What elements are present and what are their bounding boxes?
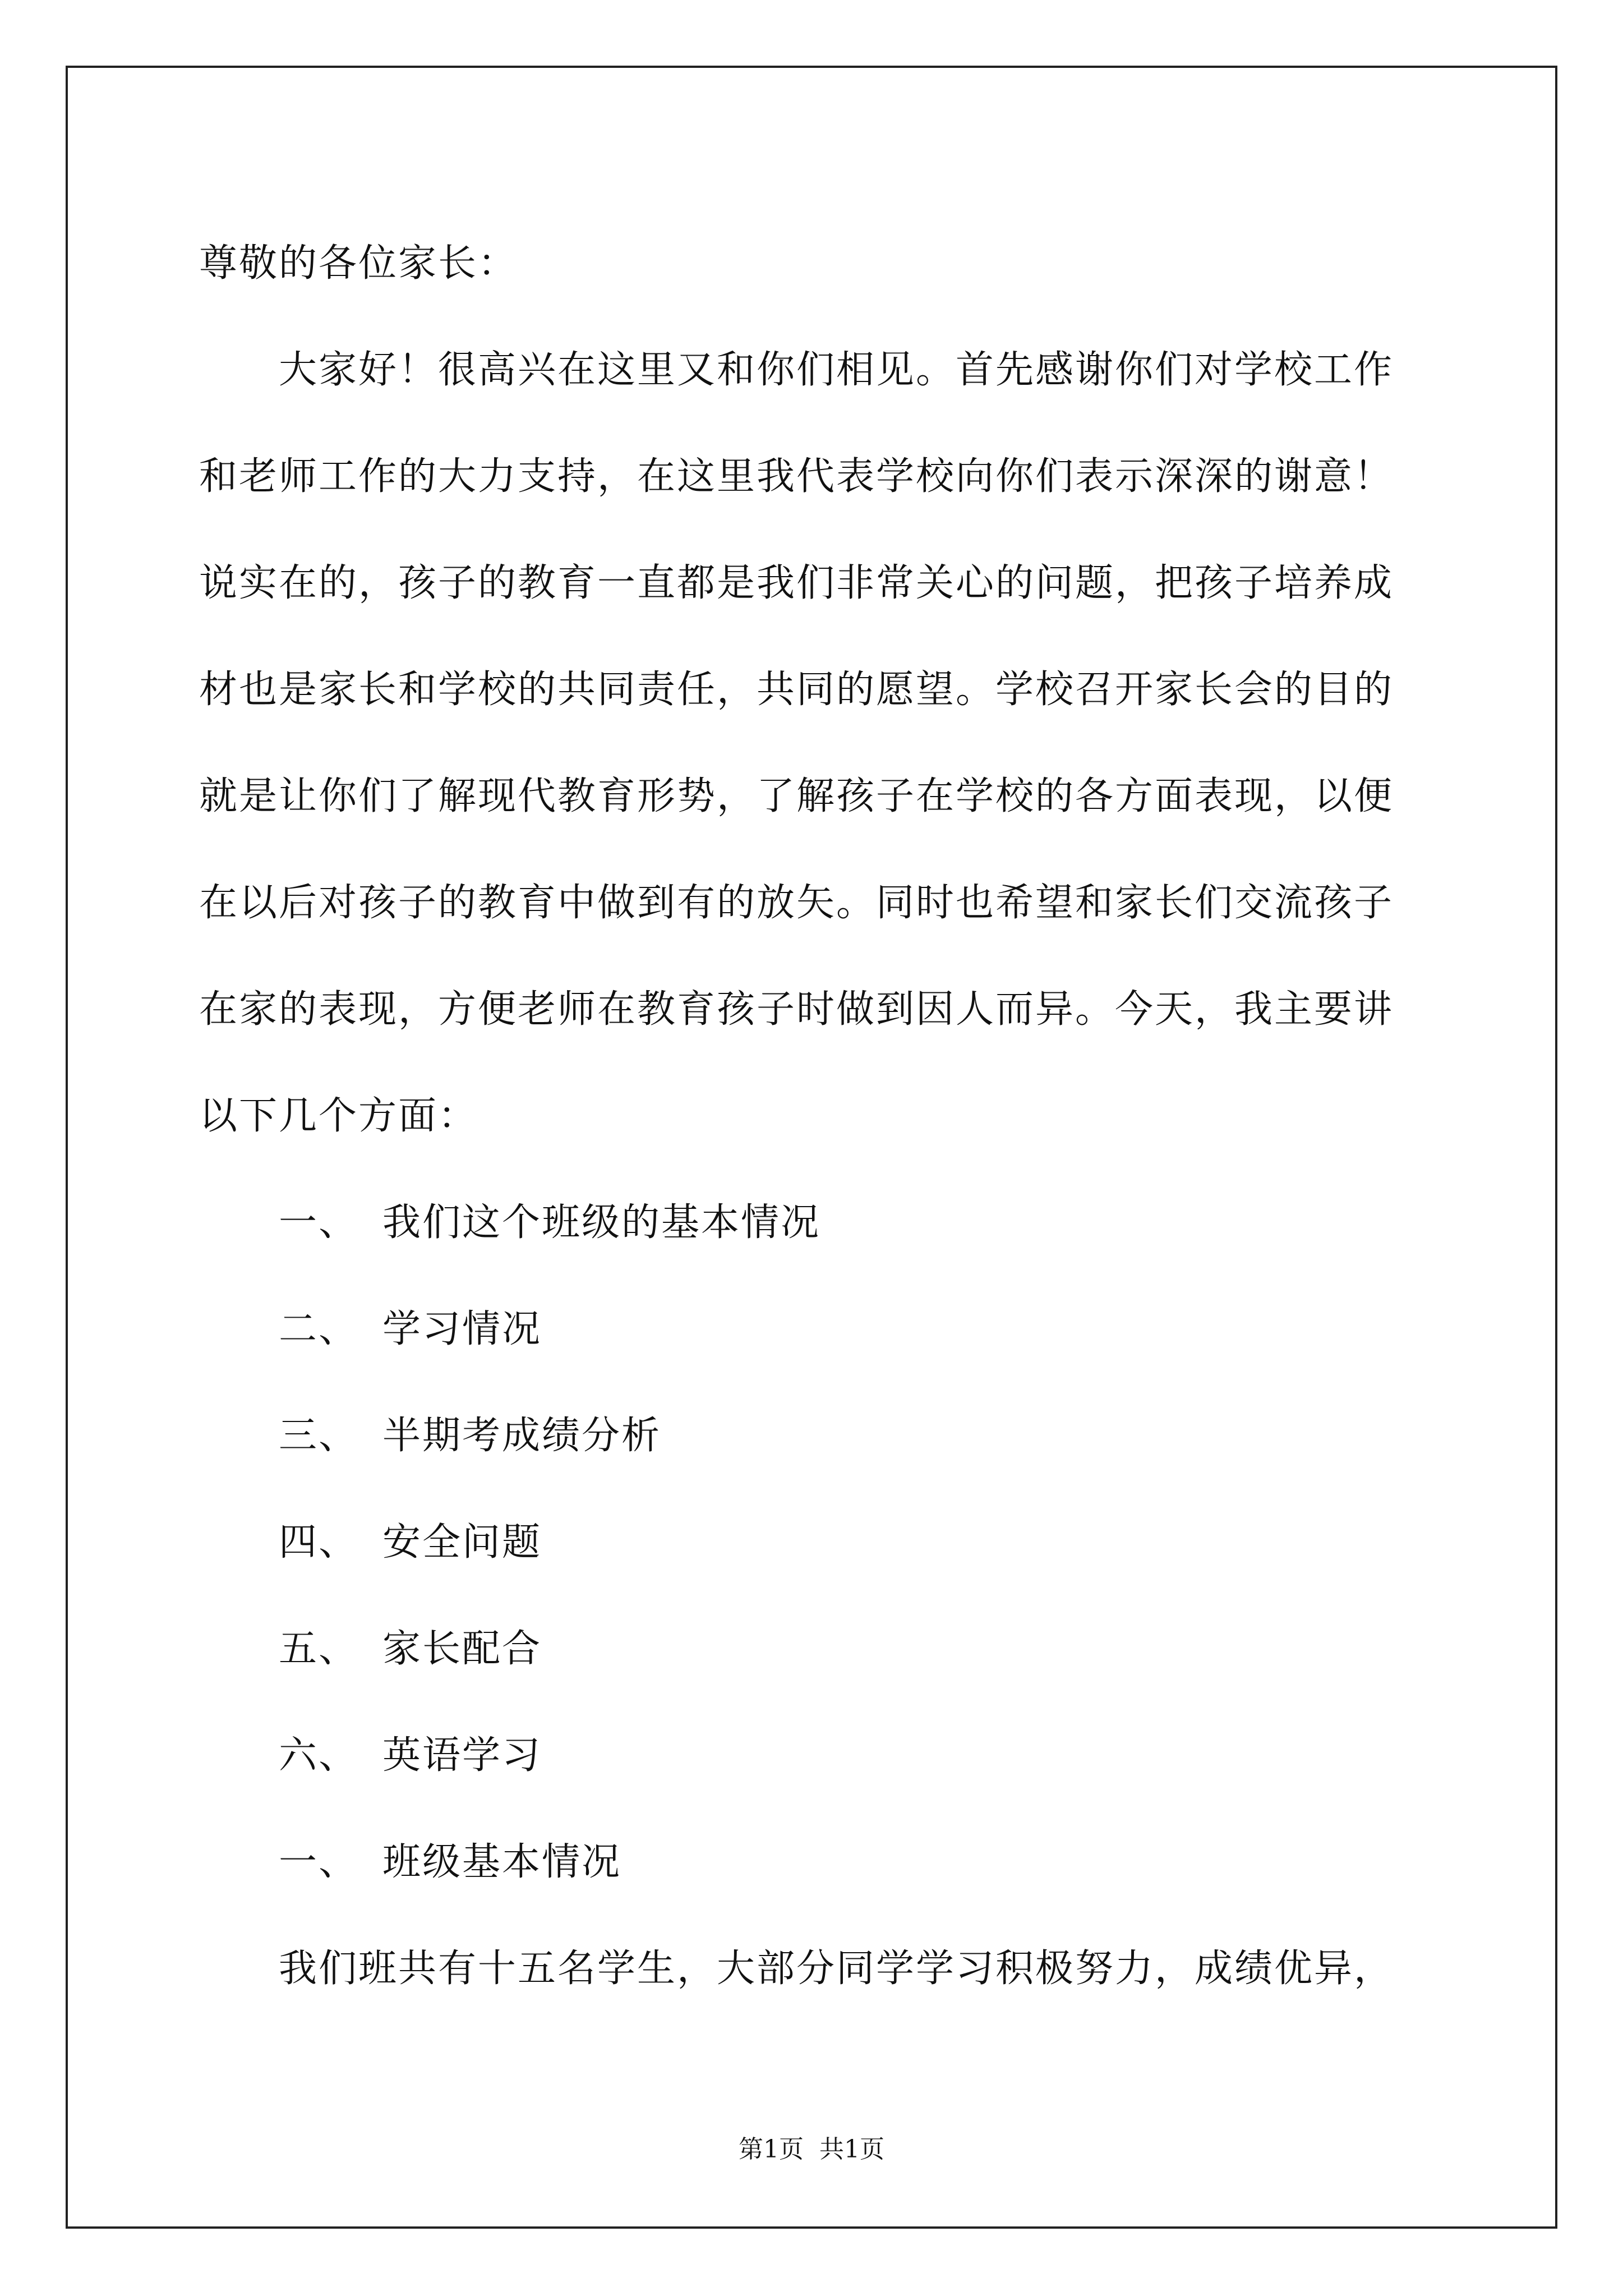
salutation: 尊敬的各位家长：: [199, 241, 518, 286]
outline-number: 四、: [279, 1520, 359, 1565]
paragraph-line: 以下几个方面：: [199, 1094, 478, 1138]
paragraph-line: 材也是家长和学校的共同责任，共同的愿望。学校召开家长会的目的: [199, 668, 1394, 712]
section-title: 班级基本情况: [382, 1840, 622, 1884]
outline-text: 安全问题: [382, 1520, 542, 1565]
outline-text: 学习情况: [382, 1307, 542, 1351]
paragraph-line: 我们班共有十五名学生，大部分同学学习积极努力，成绩优异，: [279, 1947, 1394, 1991]
paragraph-line: 在以后对孩子的教育中做到有的放矢。同时也希望和家长们交流孩子: [199, 881, 1394, 925]
outline-number: 六、: [279, 1733, 359, 1778]
page-footer: [0, 2129, 1623, 2165]
paragraph-line: 就是让你们了解现代教育形势，了解孩子在学校的各方面表现，以便: [199, 774, 1394, 818]
section-number: 一、: [279, 1840, 359, 1884]
outline-number: 一、: [279, 1200, 359, 1245]
outline-item: [279, 1276, 542, 1383]
paragraph-line: 和老师工作的大力支持，在这里我代表学校向你们表示深深的谢意！: [199, 454, 1394, 499]
outline-text: 英语学习: [382, 1733, 542, 1778]
outline-number: 二、: [279, 1307, 359, 1351]
outline-number: 五、: [279, 1627, 359, 1671]
outline-item: [279, 1383, 661, 1489]
outline-item: [279, 1170, 820, 1276]
section-heading: [279, 1809, 621, 1916]
paragraph-line: 说实在的，孩子的教育一直都是我们非常关心的问题，把孩子培养成: [199, 561, 1394, 605]
outline-item: [279, 1703, 542, 1809]
outline-text: 半期考成绩分析: [382, 1414, 662, 1458]
outline-item: [279, 1596, 542, 1703]
paragraph-line: 在家的表现，方便老师在教育孩子时做到因人而异。今天，我主要讲: [199, 987, 1394, 1032]
outline-text: 我们这个班级的基本情况: [382, 1200, 821, 1245]
page-number: 第1页: [739, 2135, 804, 2164]
outline-item: [279, 1489, 542, 1596]
total-pages: 共1页: [819, 2135, 884, 2164]
outline-number: 三、: [279, 1414, 359, 1458]
outline-text: 家长配合: [382, 1627, 542, 1671]
paragraph-line: 大家好！很高兴在这里又和你们相见。首先感谢你们对学校工作: [279, 348, 1394, 392]
